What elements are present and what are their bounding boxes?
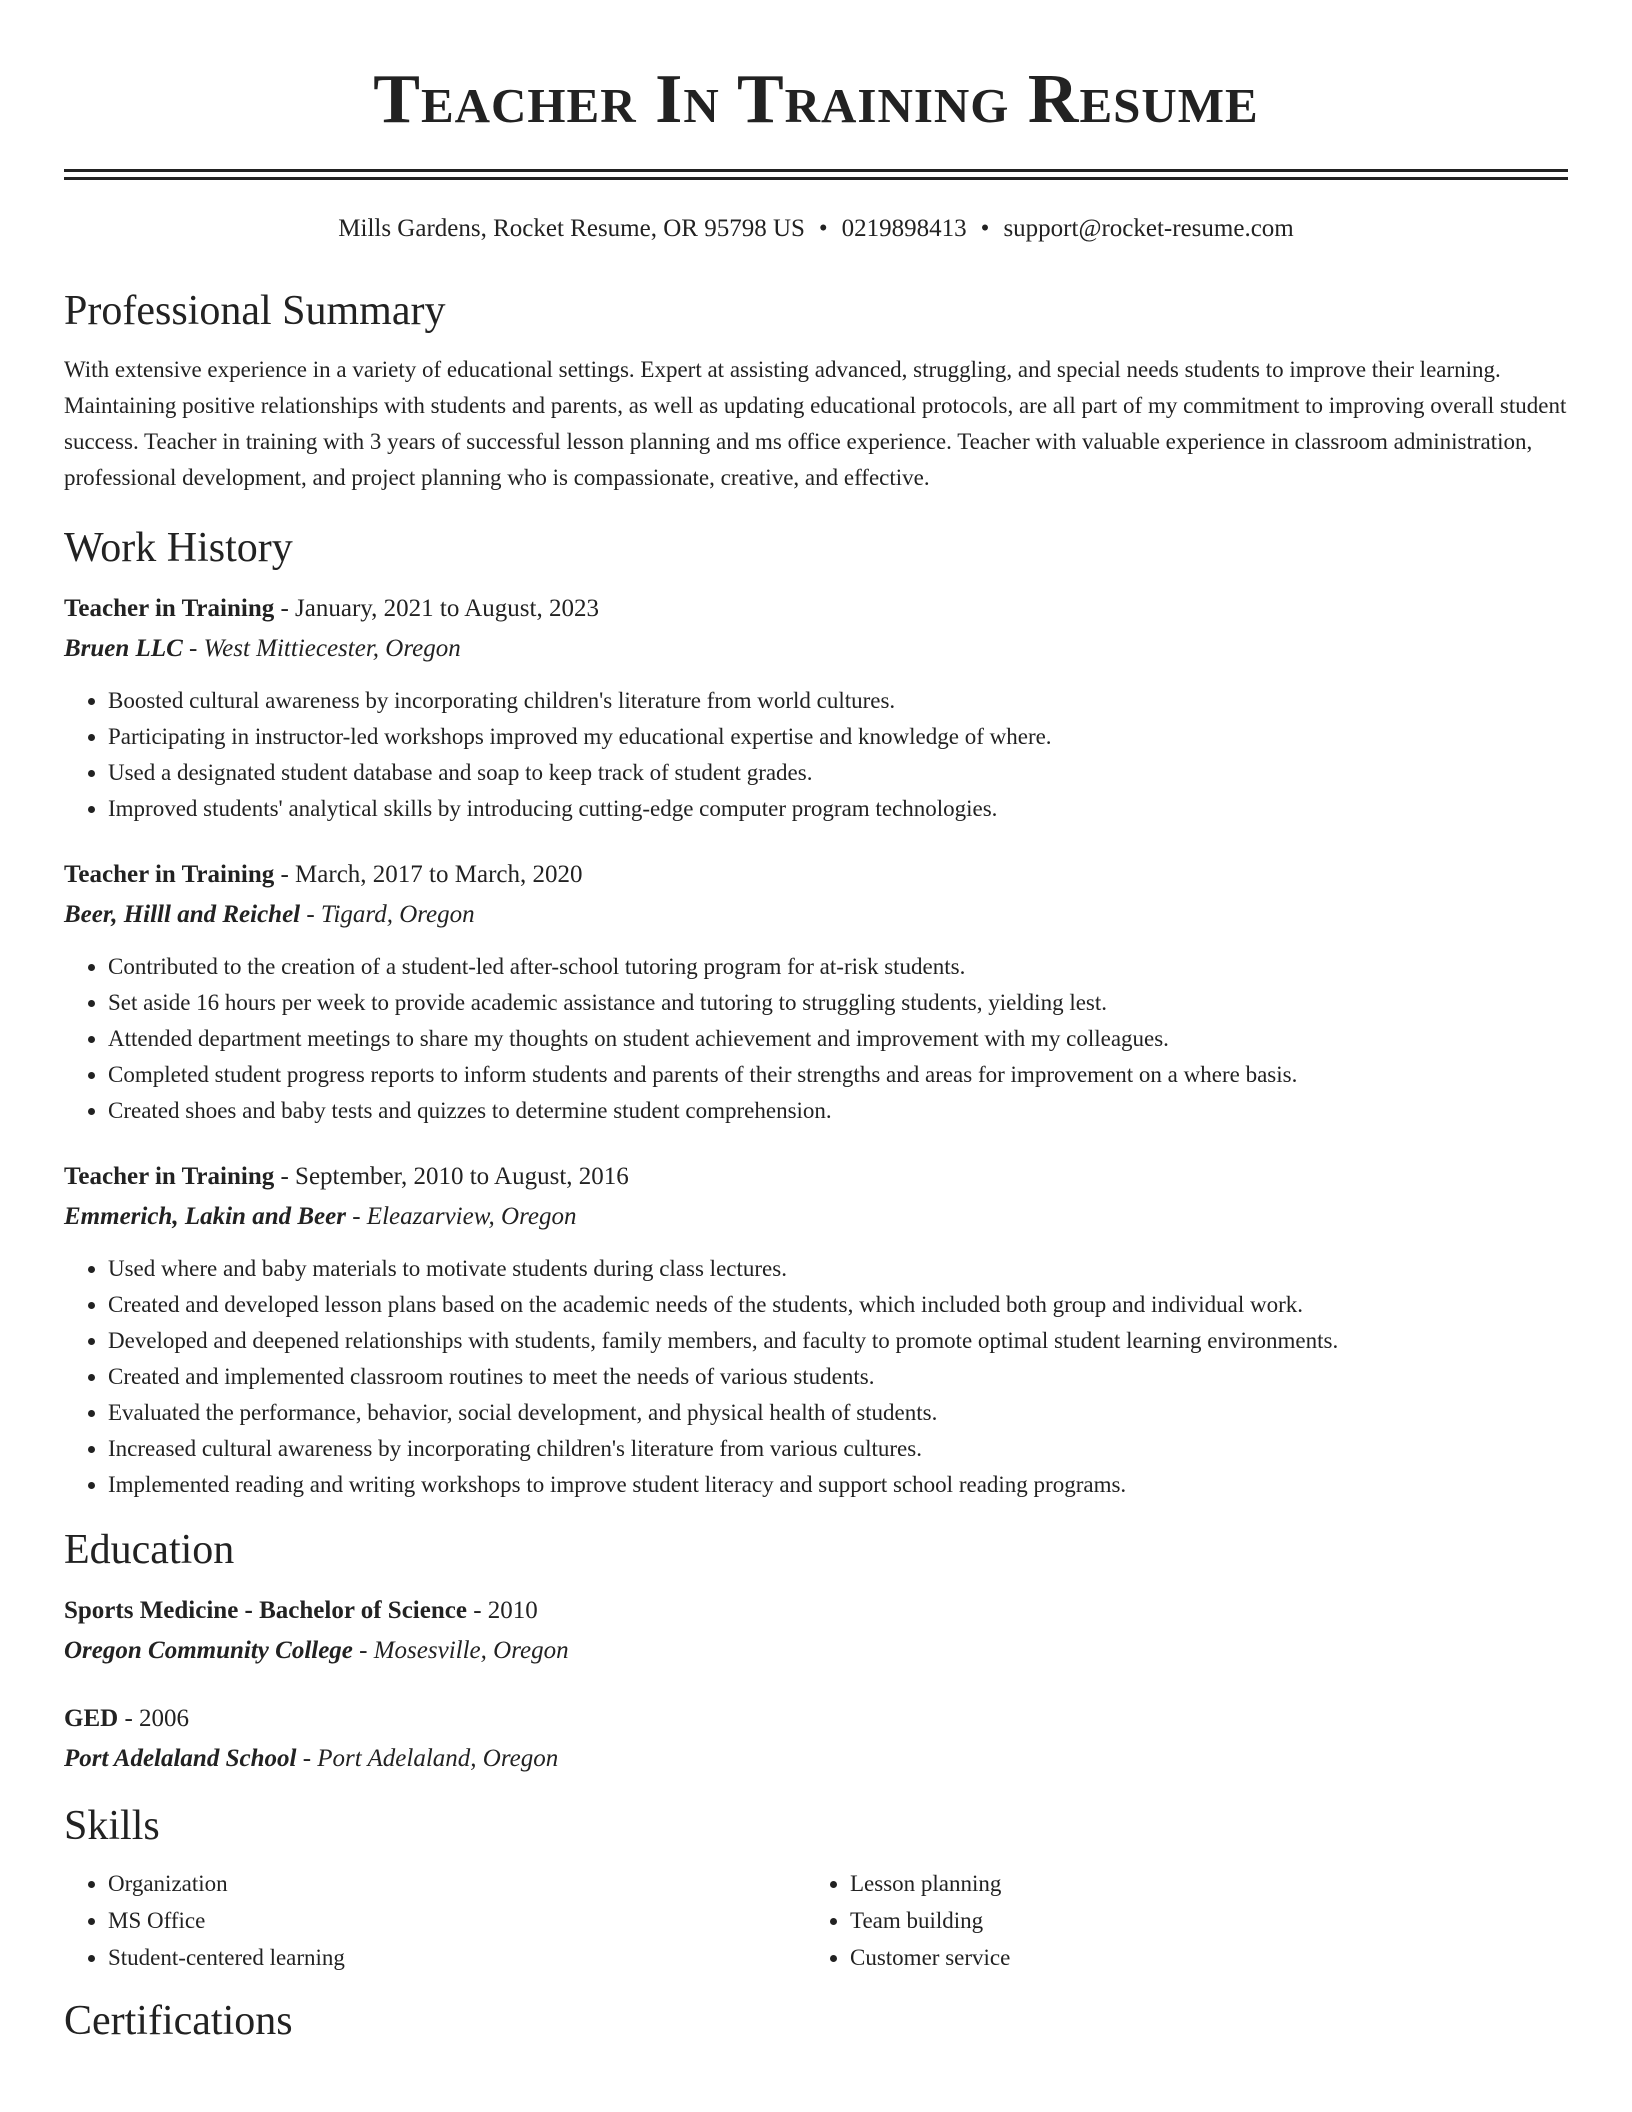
job-bullet: • Evaluated the performance, behavior, social development, and physical health of students. [108, 1395, 1568, 1431]
job-company-line [64, 1197, 1568, 1237]
skill-item: • Student-centered learning [108, 1939, 806, 1976]
job-title: Teacher in Training [64, 595, 275, 622]
job-bullet: • Used where and baby materials to motivate students during class lectures. [108, 1251, 1568, 1287]
skill-item: • Lesson planning [850, 1865, 1548, 1902]
section-heading-work-history: Work History [64, 525, 293, 571]
job-bullet: • Completed student progress reports to inform students and parents of their strengths and areas for improvement on a where basis. [108, 1057, 1568, 1093]
job-location: - Tigard, Oregon [300, 901, 475, 928]
section-heading-education: Education [64, 1527, 235, 1573]
job-bullet: • Created and implemented classroom routines to meet the needs of various students. [108, 1359, 1568, 1395]
education-degree: Sports Medicine - Bachelor of Science [64, 1597, 467, 1624]
contact-separator: • [818, 215, 828, 242]
job-bullet: • Attended department meetings to share my thoughts on student achievement and improvement with my colleagues. [108, 1021, 1568, 1057]
job-location: - West Mittiecester, Oregon [182, 635, 461, 662]
job-title-line [64, 589, 1568, 629]
education-school: Oregon Community College [64, 1637, 353, 1664]
education-degree-line [64, 1591, 1568, 1631]
education-entry [64, 1699, 1568, 1779]
education-school-line [64, 1631, 1568, 1671]
contact-line [64, 214, 1568, 244]
contact-address: Mills Gardens, Rocket Resume, OR 95798 US [338, 215, 805, 242]
skill-item: • Team building [850, 1902, 1548, 1939]
resume-title: Teacher In Training Resume [373, 61, 1259, 138]
job-bullet: • Used a designated student database and soap to keep track of student grades. [108, 755, 1568, 791]
job-company: Beer, Hilll and Reichel [64, 901, 301, 928]
skill-item: • Organization [108, 1865, 806, 1902]
skill-item: • Customer service [850, 1939, 1548, 1976]
summary-text: With extensive experience in a variety of educational settings. Expert at assisting advanced, struggling, and special needs students to improve their learning. Maintaining positive relationships with students and parents, as well as updating educational protocols, are all part of my commitment to improving overall student success. Teacher in training with 3 years of successful lesson planning and ms office experience. Teacher with valuable experience in classroom administration, professional development, and project planning who is compassionate, creative, and effective. [64, 357, 1567, 490]
job-dates: - January, 2021 to August, 2023 [274, 595, 599, 622]
education-year: - 2010 [466, 1597, 538, 1624]
job-company-line [64, 895, 1568, 935]
job-bullets [64, 683, 1568, 827]
job-title-line [64, 855, 1568, 895]
job-company-line [64, 629, 1568, 669]
section-heading-skills: Skills [64, 1803, 160, 1849]
job-entry [64, 589, 1568, 827]
job-bullet: • Implemented reading and writing workshops to improve student literacy and support school reading programs. [108, 1467, 1568, 1503]
contact-separator: • [980, 215, 990, 242]
job-title-line [64, 1157, 1568, 1197]
job-entry [64, 1157, 1568, 1503]
education-entry [64, 1591, 1568, 1671]
job-company: Emmerich, Lakin and Beer [64, 1203, 346, 1230]
job-bullet: • Set aside 16 hours per week to provide academic assistance and tutoring to struggling students, yielding lest. [108, 985, 1568, 1021]
contact-phone: 0219898413 [841, 215, 967, 242]
job-dates: - March, 2017 to March, 2020 [274, 861, 583, 888]
contact-email[interactable]: support@rocket-resume.com [1003, 215, 1294, 242]
section-heading-summary: Professional Summary [64, 288, 446, 334]
title-double-rule [64, 169, 1568, 180]
skills-column-right [806, 1865, 1548, 1976]
job-bullet: • Created shoes and baby tests and quizzes to determine student comprehension. [108, 1093, 1568, 1129]
job-bullet: • Contributed to the creation of a student-led after-school tutoring program for at-risk students. [108, 949, 1568, 985]
education-degree: GED [64, 1705, 119, 1732]
education-school: Port Adelaland School [64, 1745, 297, 1772]
job-dates: - September, 2010 to August, 2016 [274, 1163, 629, 1190]
job-location: - Eleazarview, Oregon [345, 1203, 577, 1230]
job-bullets [64, 1251, 1568, 1503]
job-title: Teacher in Training [64, 861, 275, 888]
job-bullet: • Participating in instructor-led workshops improved my educational expertise and knowledge of where. [108, 719, 1568, 755]
job-company: Bruen LLC [64, 635, 183, 662]
education-school-line [64, 1739, 1568, 1779]
education-location: - Port Adelaland, Oregon [296, 1745, 559, 1772]
job-bullet: • Created and developed lesson plans based on the academic needs of the students, which included both group and individual work. [108, 1287, 1568, 1323]
job-entry [64, 855, 1568, 1129]
skills-list [64, 1865, 1568, 1976]
skill-item: • MS Office [108, 1902, 806, 1939]
section-heading-certifications: Certifications [64, 1998, 293, 2044]
job-bullet: • Improved students' analytical skills by introducing cutting-edge computer program technologies. [108, 791, 1568, 827]
job-bullet: • Increased cultural awareness by incorporating children's literature from various cultures. [108, 1431, 1568, 1467]
education-year: - 2006 [118, 1705, 190, 1732]
education-degree-line [64, 1699, 1568, 1739]
job-bullet: • Developed and deepened relationships with students, family members, and faculty to promote optimal student learning environments. [108, 1323, 1568, 1359]
education-location: - Mosesville, Oregon [352, 1637, 569, 1664]
job-bullet: • Boosted cultural awareness by incorporating children's literature from world cultures. [108, 683, 1568, 719]
skills-column-left [64, 1865, 806, 1976]
job-bullets [64, 949, 1568, 1129]
job-title: Teacher in Training [64, 1163, 275, 1190]
